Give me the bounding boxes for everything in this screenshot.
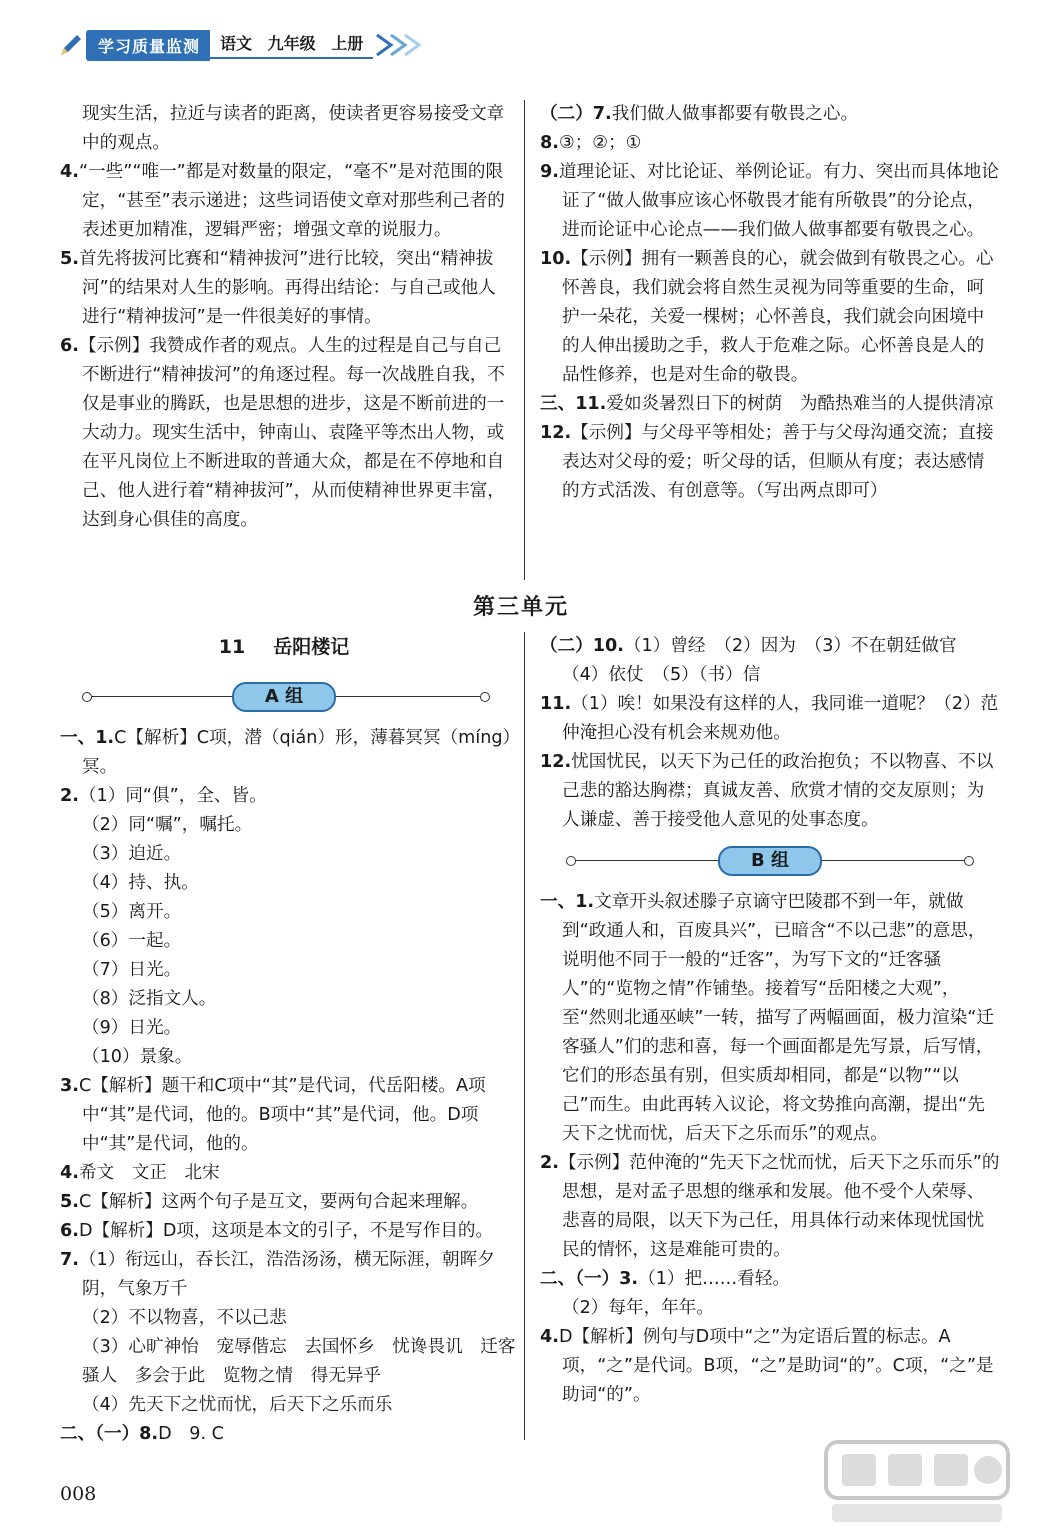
answer-item	[60, 985, 516, 1014]
answer-text: D【解析】例句与D项中“之”为定语后置的标志。A项，“之”是代词。B项，“之”是助词“的”。C项，“之”是助词“的”。	[558, 1327, 994, 1405]
answer-number: 一、1.	[60, 728, 115, 748]
answers-bottom-right-a	[540, 632, 1000, 835]
answer-text: （3）迫近。	[82, 844, 182, 864]
answer-number: 4.	[540, 1327, 559, 1347]
answer-text: （1）曾经 （2）因为 （3）不在朝廷做官 （4）依仗 （5）（书）信	[562, 636, 975, 685]
answer-number: 2.	[60, 786, 79, 806]
answer-text: D 9. C	[158, 1424, 224, 1444]
answer-item	[60, 100, 510, 158]
answer-item	[540, 888, 1000, 1149]
answer-item	[540, 419, 1000, 506]
answer-text: （10）景象。	[82, 1047, 193, 1067]
answer-text: （1）把……看轻。	[638, 1269, 791, 1289]
answer-item	[60, 1043, 516, 1072]
grade: 九年级	[267, 34, 316, 53]
answer-item	[540, 1294, 1000, 1323]
answer-item	[540, 1323, 1000, 1410]
answer-number: 2.	[540, 1153, 559, 1173]
answer-text: （9）日光。	[82, 1018, 182, 1038]
column-divider-bottom	[524, 632, 525, 1440]
answer-text: 【示例】范仲淹的“先天下之忧而忧，后天下之乐而乐”的思想，是对孟子思想的继承和发展。他不受个人荣辱、悲喜的局限，以天下为己任，用具体行动来体现忧国忧民的情怀，这是难能可贵的。	[558, 1153, 1000, 1260]
answer-text: D【解析】D项，这项是本文的引子，不是写作目的。	[78, 1221, 494, 1241]
answer-number: 三、11.	[540, 394, 607, 414]
answer-item	[540, 632, 1000, 690]
answer-item	[60, 1072, 516, 1159]
answer-text: 文章开头叙述滕子京谪守巴陵郡不到一年，就做到“政通人和，百废具兴”，已暗含“不以己悲”的意思，说明他不同于一般的“迁客”，为写下文的“迁客骚人”的“览物之情”作铺垫。接着写“岳阳楼之大观”，至“然则北通巫峡”一转，描写了两幅画面，极力渲染“迁客骚人”们的悲和喜，每一个画面都是先写景，后写情，它们的形态虽有别，但实质却相同，都是“以物”“以己”而生。由此再转入议论，将文势推向高潮，提出“先天下之忧而忧，后天下之乐而乐”的观点。	[562, 892, 995, 1144]
answer-number: 一、1.	[540, 892, 595, 912]
unit-title: 第三单元	[472, 595, 569, 620]
answer-text: C【解析】C项，潜（qián）形，薄暮冥冥（míng）冥。	[82, 728, 512, 777]
answer-item	[60, 1420, 516, 1449]
answer-text: （3）心旷神怡 宠辱偕忘 去国怀乡 忧谗畏讥 迁客骚人 多会于此 览物之情 得无异乎	[82, 1337, 516, 1386]
answer-item	[60, 1217, 516, 1246]
answer-text: ③；②；①	[558, 133, 642, 153]
answer-number: 3.	[60, 1076, 79, 1096]
answer-text: 爱如炎暑烈日下的树荫 为酷热难当的人提供清凉	[606, 394, 994, 414]
lesson-number: 11	[218, 636, 246, 658]
page-header	[58, 30, 443, 60]
answer-item	[540, 158, 1000, 245]
page-number: 008	[60, 1483, 97, 1505]
answer-item	[60, 1188, 516, 1217]
answers-top-right	[540, 100, 1000, 506]
answer-item	[540, 129, 1000, 158]
answer-item	[60, 898, 516, 927]
answer-number: 12.	[540, 752, 572, 772]
pen-icon	[58, 32, 84, 58]
answer-text: （4）持、执。	[82, 873, 199, 893]
answer-number: 二、（一）3.	[540, 1269, 639, 1289]
answer-number: 二、（一）8.	[60, 1424, 159, 1444]
answers-top-left	[60, 100, 510, 535]
answer-item	[60, 332, 510, 535]
answer-text: （7）日光。	[82, 960, 182, 980]
group-a-banner	[82, 682, 490, 712]
answer-item	[60, 1159, 516, 1188]
answer-item	[60, 158, 510, 245]
lesson-title	[60, 632, 508, 659]
answer-text: 首先将拔河比赛和“精神拔河”进行比较，突出“精神拔河”的结果对人生的影响。再得出结论：与自己或他人进行“精神拔河”是一件很美好的事情。	[78, 249, 496, 327]
group-a-label: A 组	[232, 682, 336, 712]
answer-text: （1）唉！如果没有这样的人，我同谁一道呢？（2）范仲淹担心没有机会来规劝他。	[562, 694, 999, 743]
answers-bottom-left	[60, 724, 516, 1449]
answer-text: 我们做人做事都要有敬畏之心。	[611, 104, 859, 124]
volume: 上册	[331, 34, 364, 53]
answer-item	[60, 1246, 516, 1304]
answer-text: 现实生活，拉近与读者的距离，使读者更容易接受文章中的观点。	[82, 104, 505, 153]
answer-text: “一些”“唯一”都是对数量的限定，“毫不”是对范围的限定，“甚至”表示递进；这些词语使文章对那些利己者的表述更加精准，逻辑严密；增强文章的说服力。	[78, 162, 505, 240]
answer-text: （1）同“俱”，全、皆。	[78, 786, 267, 806]
answer-item	[540, 390, 1000, 419]
answer-text: 【示例】与父母平等相处；善于与父母沟通交流；直接表达对父母的爱；听父母的话，但顺从有度；表达感情的方式活泼、有创意等。（写出两点即可）	[562, 423, 994, 501]
answer-item	[540, 245, 1000, 390]
answer-item	[60, 1304, 516, 1333]
answer-text: （2）不以物喜，不以己悲	[82, 1308, 287, 1328]
answer-text: 希文 文正 北宋	[78, 1163, 220, 1183]
answer-text: （5）离开。	[82, 902, 182, 922]
answer-item	[60, 840, 516, 869]
answer-text: 【示例】拥有一颗善良的心，就会做到有敬畏之心。心怀善良，我们就会将自然生灵视为同等重要的生命，呵护一朵花，关爱一棵树；心怀善良，我们就会向困境中的人伸出援助之手，救人于危难之际。心怀善良是人的品性修养，也是对生命的敬畏。	[562, 249, 994, 385]
subject: 语文	[220, 34, 253, 53]
answer-number: 6.	[60, 1221, 79, 1241]
answer-number: 4.	[60, 162, 79, 182]
answer-text: C【解析】题干和C项中“其”是代词，代岳阳楼。A项中“其”是代词，他的。B项中“其”是代词，他。D项中“其”是代词，他的。	[78, 1076, 486, 1154]
answers-bottom-right-b	[540, 888, 1000, 1410]
answer-item	[60, 245, 510, 332]
answer-item	[60, 811, 516, 840]
lesson-name: 岳阳楼记	[273, 636, 350, 658]
answer-text: （8）泛指文人。	[82, 989, 217, 1009]
answer-text: （4）先天下之忧而忧，后天下之乐而乐	[82, 1395, 393, 1415]
answer-number: 5.	[60, 249, 79, 269]
answer-item	[540, 748, 1000, 835]
answer-text: C【解析】这两个句子是互文，要两句合起来理解。	[78, 1192, 479, 1212]
watermark-logo	[822, 1438, 1012, 1528]
series-title: 学习质量监测	[86, 30, 210, 61]
answer-item	[60, 1391, 516, 1420]
column-divider-top	[524, 100, 525, 580]
answer-number: （二）10.	[540, 636, 624, 656]
answer-number: 4.	[60, 1163, 79, 1183]
answer-item	[540, 1265, 1000, 1294]
answer-number: 6.	[60, 336, 79, 356]
answer-text: （1）衔远山，吞长江，浩浩汤汤，横无际涯，朝晖夕阴，气象万千	[78, 1250, 495, 1299]
answer-item	[540, 100, 1000, 129]
answer-text: （2）每年，年年。	[562, 1298, 714, 1318]
answer-number: 5.	[60, 1192, 79, 1212]
answer-number: 7.	[60, 1250, 79, 1270]
answer-text: （6）一起。	[82, 931, 182, 951]
answer-item	[60, 724, 516, 782]
answer-number: 11.	[540, 694, 572, 714]
answer-item	[60, 956, 516, 985]
answer-text: 【示例】我赞成作者的观点。人生的过程是自己与自己不断进行“精神拔河”的角逐过程。每一次战胜自我，不仅是事业的腾跃，也是思想的进步，这是不断前进的一大动力。现实生活中，钟南山、袁隆平等杰出人物，或在平凡岗位上不断进取的普通大众，都是在不停地和自己、他人进行着“精神拔河”，从而使精神世界更丰富，达到身心俱佳的高度。	[78, 336, 505, 530]
answer-item	[540, 1149, 1000, 1265]
answer-number: 12.	[540, 423, 572, 443]
answer-number: 10.	[540, 249, 572, 269]
answer-number: 8.	[540, 133, 559, 153]
answer-number: 9.	[540, 162, 559, 182]
answer-text: （2）同“嘱”，嘱托。	[82, 815, 253, 835]
book-info	[210, 31, 373, 59]
answer-item	[540, 690, 1000, 748]
answer-text: 忧国忧民，以天下为己任的政治抱负；不以物喜、不以己悲的豁达胸襟；真诚友善、欣赏才情的交友原则；为人谦虚、善于接受他人意见的处事态度。	[562, 752, 994, 830]
answer-item	[60, 1333, 516, 1391]
answer-number: （二）7.	[540, 104, 612, 124]
group-b-label: B 组	[718, 846, 822, 876]
answer-item	[60, 782, 516, 811]
answer-item	[60, 927, 516, 956]
answer-item	[60, 869, 516, 898]
arrows-icon	[373, 31, 443, 59]
answer-text: 道理论证、对比论证、举例论证。有力、突出而具体地论证了“做人做事应该心怀敬畏才能有所敬畏”的分论点，进而论证中心论点——我们做人做事都要有敬畏之心。	[558, 162, 999, 240]
answer-item	[60, 1014, 516, 1043]
group-b-banner	[566, 846, 974, 876]
